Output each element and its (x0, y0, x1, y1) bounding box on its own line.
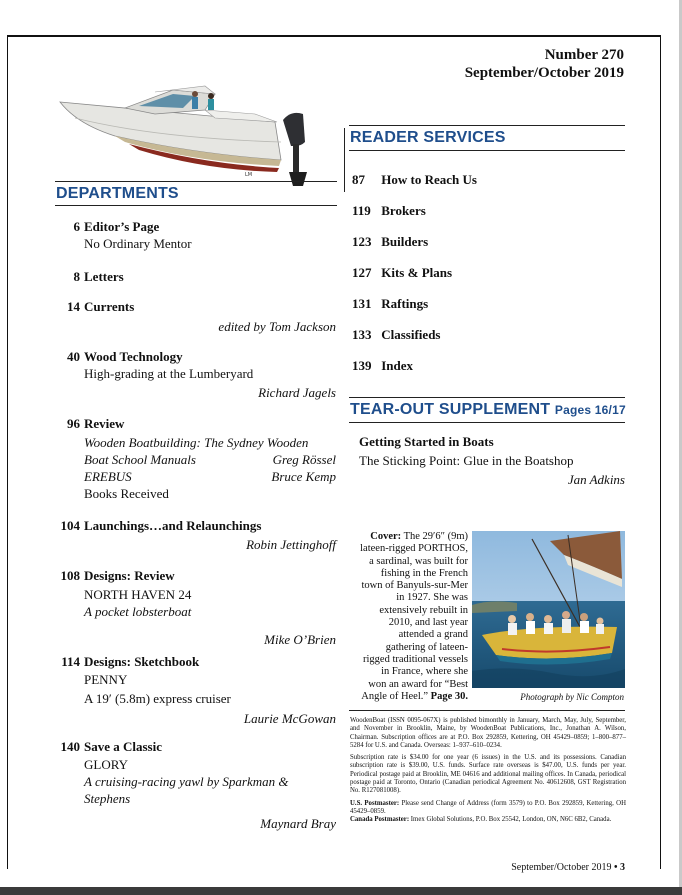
right-frame-rule (660, 35, 661, 869)
column-divider (344, 128, 345, 192)
dept-author: Richard Jagels (258, 385, 336, 400)
dept-currents (56, 298, 336, 335)
dept-editors-page (56, 218, 336, 252)
reader-service-item (352, 233, 428, 251)
dept-launchings (56, 517, 336, 553)
dept-page-number: 140 (60, 739, 80, 754)
service-title: Raftings (381, 296, 429, 311)
reader-service-item (352, 295, 428, 313)
cover-line: rigged traditional vessels (363, 653, 468, 665)
service-title: Kits & Plans (381, 265, 453, 280)
service-page-number: 87 (352, 172, 365, 187)
illustrator-signature: LM (245, 172, 253, 178)
dept-subtitle-italic: A pocket lobsterboat (84, 604, 192, 619)
cover-line: in France, where she (381, 666, 468, 678)
cover-line: a sardinal, was built for (369, 555, 468, 567)
service-title: How to Reach Us (381, 172, 477, 187)
cover-caption (349, 531, 468, 703)
cover-line: lateen-rigged PORTHOS, (360, 543, 468, 555)
cover-line: Angle of Heel.” (361, 690, 429, 702)
supplement-subtitle: The Sticking Point: Glue in the Boatshop (359, 453, 574, 468)
dept-page-number: 96 (67, 416, 80, 431)
review-book-title: EREBUS (84, 469, 132, 484)
departments-top-rule (55, 181, 337, 182)
cover-page-ref: Page 30. (430, 690, 468, 702)
boat-illustration (55, 80, 340, 192)
cover-line: in 1927. She was (396, 592, 468, 604)
masthead-rule (349, 710, 625, 711)
dept-save-a-classic (56, 738, 336, 832)
masthead-publication-info: WoodenBoat (ISSN 0095-067X) is published bimonthly in January, March, May, July, September, and November in Brooklin, Maine, by WoodenBoat Publications, Inc., Jonathan A. Wilson, Chairman. Subscription offices are at P.O. Box 292859, Kettering, OH 45429–0859; 1–800–877–5284 for U.S. and Canada. Overseas: 1–937–610–0234. (350, 717, 626, 749)
reader-service-item (352, 171, 477, 189)
cover-line: gathering of lateen- (385, 641, 468, 653)
dept-title: Designs: Sketchbook (84, 654, 200, 669)
dept-page-number: 6 (73, 219, 80, 234)
supplement-top-rule (349, 397, 625, 398)
page-footer (511, 862, 625, 873)
cover-photo (472, 531, 625, 688)
bottom-bar (0, 887, 682, 895)
supplement-heading-text: TEAR-OUT SUPPLEMENT (350, 401, 551, 418)
cover-line: fishing in the French (380, 567, 468, 579)
dept-author: Maynard Bray (260, 816, 336, 831)
dept-subtitle-italic-cont: Stephens (84, 791, 131, 806)
dept-page-number: 14 (67, 299, 80, 314)
masthead-subscription-info: Subscription rate is $34.00 for one year (6 issues) in the U.S. and its possessions. Canadian subscription rate is $39.00, U.S. funds. Surface rate overseas is $47.00, U.S. funds per year. Periodical postage paid at Brooklin, ME 04616 and additional mailing offices. In Canada, periodical postage paid at Toronto, Ontario (Canadian periodical Agreement No. 40612608, GST Registration No. R127081008). (350, 754, 626, 795)
left-frame-rule (7, 35, 8, 869)
reader-service-item (352, 326, 440, 344)
supplement-pages: Pages 16/17 (554, 403, 626, 417)
footer-page-number: 3 (620, 862, 625, 873)
dept-page-number: 114 (61, 654, 80, 669)
supplement-title: Getting Started in Boats (359, 434, 494, 449)
service-title: Index (381, 358, 414, 373)
cover-line: attended a grand (398, 629, 468, 641)
review-author: Greg Rössel (272, 452, 336, 467)
dept-page-number: 40 (67, 349, 80, 364)
top-rule (7, 35, 661, 37)
reader-services-top-rule (349, 125, 625, 126)
service-page-number: 127 (352, 265, 372, 280)
dept-title: Designs: Review (84, 568, 175, 583)
dept-subtitle: NORTH HAVEN 24 (84, 587, 192, 602)
dept-subtitle: GLORY (84, 757, 129, 772)
masthead-us-postmaster: Please send Change of Address (form 3579) to P.O. Box 292859, Kettering, OH 45429–0859. (350, 799, 626, 815)
dept-wood-technology (56, 348, 336, 401)
dept-author: Laurie McGowan (243, 711, 336, 726)
dept-title: Wood Technology (84, 349, 183, 364)
review-line (84, 451, 336, 468)
cover-line: 2010, and last year (388, 617, 468, 629)
cover-line: town of Banyuls-sur-Mer (361, 580, 468, 592)
review-author: Bruce Kemp (271, 469, 336, 484)
dept-page-number: 108 (60, 568, 80, 583)
service-page-number: 139 (352, 358, 372, 373)
masthead-us-postmaster-label: U.S. Postmaster: (350, 799, 400, 807)
departments-bottom-rule (55, 205, 337, 206)
footer-bullet: • (613, 862, 618, 873)
dept-subtitle-italic: A cruising-racing yawl by Sparkman & (84, 774, 289, 789)
supplement-author: Jan Adkins (567, 472, 625, 487)
reader-service-item (352, 357, 413, 375)
reader-service-item (352, 264, 452, 282)
dept-title: Review (84, 416, 125, 431)
dept-author: edited by Tom Jackson (218, 319, 336, 334)
issue-date: September/October 2019 (464, 65, 624, 81)
dept-subtitle: No Ordinary Mentor (84, 236, 192, 251)
dept-subtitle: PENNY (84, 672, 128, 687)
service-title: Brokers (381, 203, 426, 218)
cover-line: The 29′6″ (9m) (403, 531, 468, 542)
masthead-canada-postmaster-label: Canada Postmaster: (350, 816, 410, 824)
supplement-heading (350, 401, 626, 419)
dept-page-number: 104 (60, 518, 80, 533)
review-books-received: Books Received (84, 486, 169, 501)
reader-service-item (352, 202, 426, 220)
dept-title: Save a Classic (84, 739, 162, 754)
supplement-bottom-rule (349, 422, 625, 423)
dept-subtitle-2: A 19′ (5.8m) express cruiser (84, 691, 231, 706)
dept-title: Launchings…and Relaunchings (84, 518, 262, 533)
dept-title: Currents (84, 299, 135, 314)
service-title: Classifieds (381, 327, 441, 342)
dept-designs-review (56, 567, 336, 648)
dept-author: Robin Jettinghoff (246, 537, 336, 552)
reader-services-heading: READER SERVICES (350, 129, 506, 146)
cover-line: extensively rebuilt in (379, 604, 468, 616)
masthead-canada-postmaster: Imex Global Solutions, P.O. Box 25542, London, ON, N6C 6B2, Canada. (410, 816, 612, 824)
dept-designs-sketchbook (56, 653, 336, 727)
review-book-title-cont: Boat School Manuals (84, 452, 196, 467)
service-page-number: 133 (352, 327, 372, 342)
review-book-title: Wooden Boatbuilding: The Sydney Wooden (84, 435, 309, 450)
service-title: Builders (381, 234, 429, 249)
dept-title: Editor’s Page (84, 219, 160, 234)
dept-review (56, 415, 336, 502)
review-line (84, 468, 336, 485)
photo-credit: Photograph by Nic Compton (520, 692, 624, 702)
dept-subtitle: High-grading at the Lumberyard (84, 366, 254, 381)
reader-services-bottom-rule (349, 150, 625, 151)
cover-line: won an award for “Best (368, 678, 468, 690)
dept-page-number: 8 (73, 269, 80, 284)
service-page-number: 131 (352, 296, 372, 311)
dept-letters (56, 268, 336, 285)
service-page-number: 119 (352, 203, 371, 218)
dept-author: Mike O’Brien (264, 632, 336, 647)
footer-date: September/October 2019 (511, 862, 612, 873)
cover-label: Cover: (370, 531, 402, 542)
dept-title: Letters (84, 269, 124, 284)
departments-heading: DEPARTMENTS (56, 185, 179, 202)
issue-number: Number 270 (544, 47, 624, 63)
masthead-fine-print (350, 717, 626, 829)
service-page-number: 123 (352, 234, 372, 249)
